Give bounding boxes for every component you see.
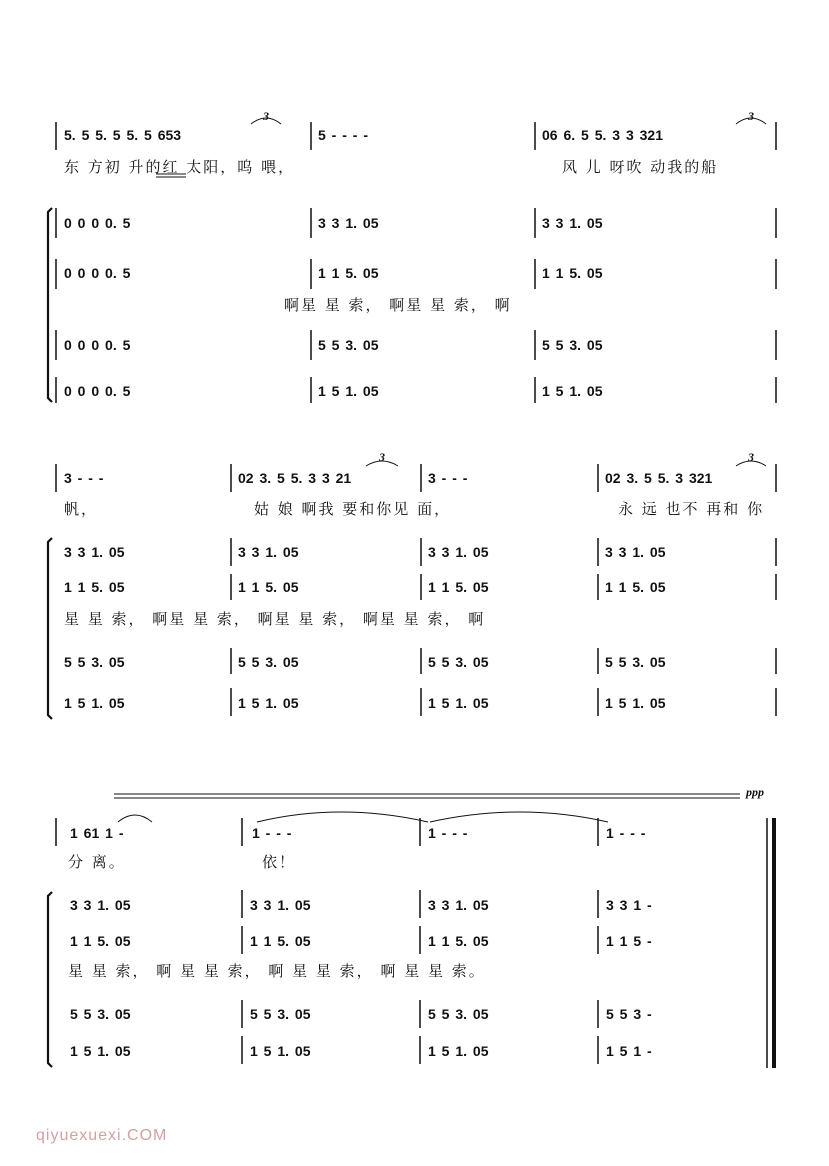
melody-lyrics: 东 方初 升的红 太阳，呜 喂， <box>64 158 296 176</box>
choir-part-1: 3 3 1. 05 <box>318 215 379 231</box>
triplet-number: 3 <box>748 109 754 123</box>
choir-lyrics: 星 星 索， 啊 星 星 索， 啊 星 星 索， 啊 星 星 索。 <box>68 962 486 980</box>
choir-part-1: 3 3 1. 05 <box>250 897 311 913</box>
melody-measure: 5. 5 5. 5 5. 5 653 <box>64 127 182 143</box>
triplet-number: 3 <box>263 109 269 123</box>
choir-part-4: 1 5 1. 05 <box>318 383 379 399</box>
choir-part-2: 1 1 5. 05 <box>428 579 489 595</box>
choir-part-3: 5 5 3. 05 <box>238 654 299 670</box>
melody-measure: 3 - - - <box>428 470 468 486</box>
tie <box>430 812 608 822</box>
melody-lyrics: 依！ <box>262 853 297 871</box>
choir-part-2: 0 0 0 0. 5 <box>64 265 131 281</box>
choir-part-1: 3 3 1. 05 <box>605 544 666 560</box>
melody-measure: 02 3. 5 5. 3 321 <box>605 470 713 486</box>
choir-bracket <box>48 892 52 1067</box>
choir-part-3: 5 5 3. 05 <box>70 1006 131 1022</box>
melody-measure: 1 61 1 - <box>70 825 124 841</box>
choir-part-4: 1 5 1. 05 <box>238 695 299 711</box>
melody-measure: 5 - - - - <box>318 127 368 143</box>
choir-part-3: 5 5 3. 05 <box>250 1006 311 1022</box>
choir-part-4: 1 5 1. 05 <box>250 1043 311 1059</box>
choir-part-2: 1 1 5. 05 <box>64 579 125 595</box>
melody-measure: 1 - - - <box>606 825 646 841</box>
choir-bracket <box>48 208 52 402</box>
choir-part-1: 3 3 1. 05 <box>428 897 489 913</box>
choir-part-1: 3 3 1. 05 <box>238 544 299 560</box>
dynamic-marking: ppp <box>746 785 764 799</box>
choir-part-2: 1 1 5. 05 <box>428 933 489 949</box>
melody-measure: 1 - - - <box>428 825 468 841</box>
tie <box>257 812 428 822</box>
choir-part-2: 1 1 5. 05 <box>238 579 299 595</box>
choir-part-1: 3 3 1. 05 <box>428 544 489 560</box>
choir-part-2: 1 1 5. 05 <box>542 265 603 281</box>
choir-part-4: 1 5 1. 05 <box>64 695 125 711</box>
choir-part-3: 5 5 3 - <box>606 1006 652 1022</box>
tie <box>118 815 152 822</box>
choir-part-2: 1 1 5. 05 <box>70 933 131 949</box>
choir-lyrics: 啊星 星 索， 啊星 星 索， 啊 <box>284 296 512 314</box>
choir-part-2: 1 1 5 - <box>606 933 652 949</box>
melody-measure: 06 6. 5 5. 3 3 321 <box>542 127 663 143</box>
melody-measure: 02 3. 5 5. 3 3 21 <box>238 470 352 486</box>
choir-part-1: 3 3 1. 05 <box>70 897 131 913</box>
melody-lyrics: 永 远 也不 再和 你 <box>618 500 765 518</box>
melody-lyrics: 分 离。 <box>68 853 126 871</box>
melody-measure: 3 - - - <box>64 470 104 486</box>
choir-part-4: 1 5 1. 05 <box>428 1043 489 1059</box>
choir-lyrics: 星 星 索， 啊星 星 索， 啊星 星 索， 啊星 星 索， 啊 <box>64 610 486 628</box>
melody-lyrics: 风 儿 呀吹 动我的船 <box>562 158 719 176</box>
choir-part-1: 3 3 1. 05 <box>542 215 603 231</box>
choir-part-3: 5 5 3. 05 <box>428 1006 489 1022</box>
melody-lyrics: 帆， <box>64 500 99 518</box>
choir-part-1: 3 3 1 - <box>606 897 652 913</box>
choir-part-3: 5 5 3. 05 <box>605 654 666 670</box>
choir-part-4: 1 5 1. 05 <box>70 1043 131 1059</box>
choir-part-4: 1 5 1. 05 <box>542 383 603 399</box>
choir-part-1: 0 0 0 0. 5 <box>64 215 131 231</box>
triplet-number: 3 <box>379 450 385 464</box>
melody-measure: 1 - - - <box>252 825 292 841</box>
choir-part-4: 1 5 1 - <box>606 1043 652 1059</box>
choir-part-3: 0 0 0 0. 5 <box>64 337 131 353</box>
choir-part-3: 5 5 3. 05 <box>318 337 379 353</box>
choir-bracket <box>48 538 52 719</box>
choir-part-1: 3 3 1. 05 <box>64 544 125 560</box>
choir-part-2: 1 1 5. 05 <box>605 579 666 595</box>
choir-part-4: 1 5 1. 05 <box>428 695 489 711</box>
choir-part-4: 1 5 1. 05 <box>605 695 666 711</box>
choir-part-2: 1 1 5. 05 <box>250 933 311 949</box>
melody-lyrics: 姑 娘 啊我 要和你见 面， <box>254 500 452 518</box>
choir-part-4: 0 0 0 0. 5 <box>64 383 131 399</box>
choir-part-3: 5 5 3. 05 <box>64 654 125 670</box>
choir-part-3: 5 5 3. 05 <box>542 337 603 353</box>
triplet-number: 3 <box>748 450 754 464</box>
watermark: qiyuexuexi.COM <box>36 1127 168 1144</box>
choir-part-2: 1 1 5. 05 <box>318 265 379 281</box>
choir-part-3: 5 5 3. 05 <box>428 654 489 670</box>
